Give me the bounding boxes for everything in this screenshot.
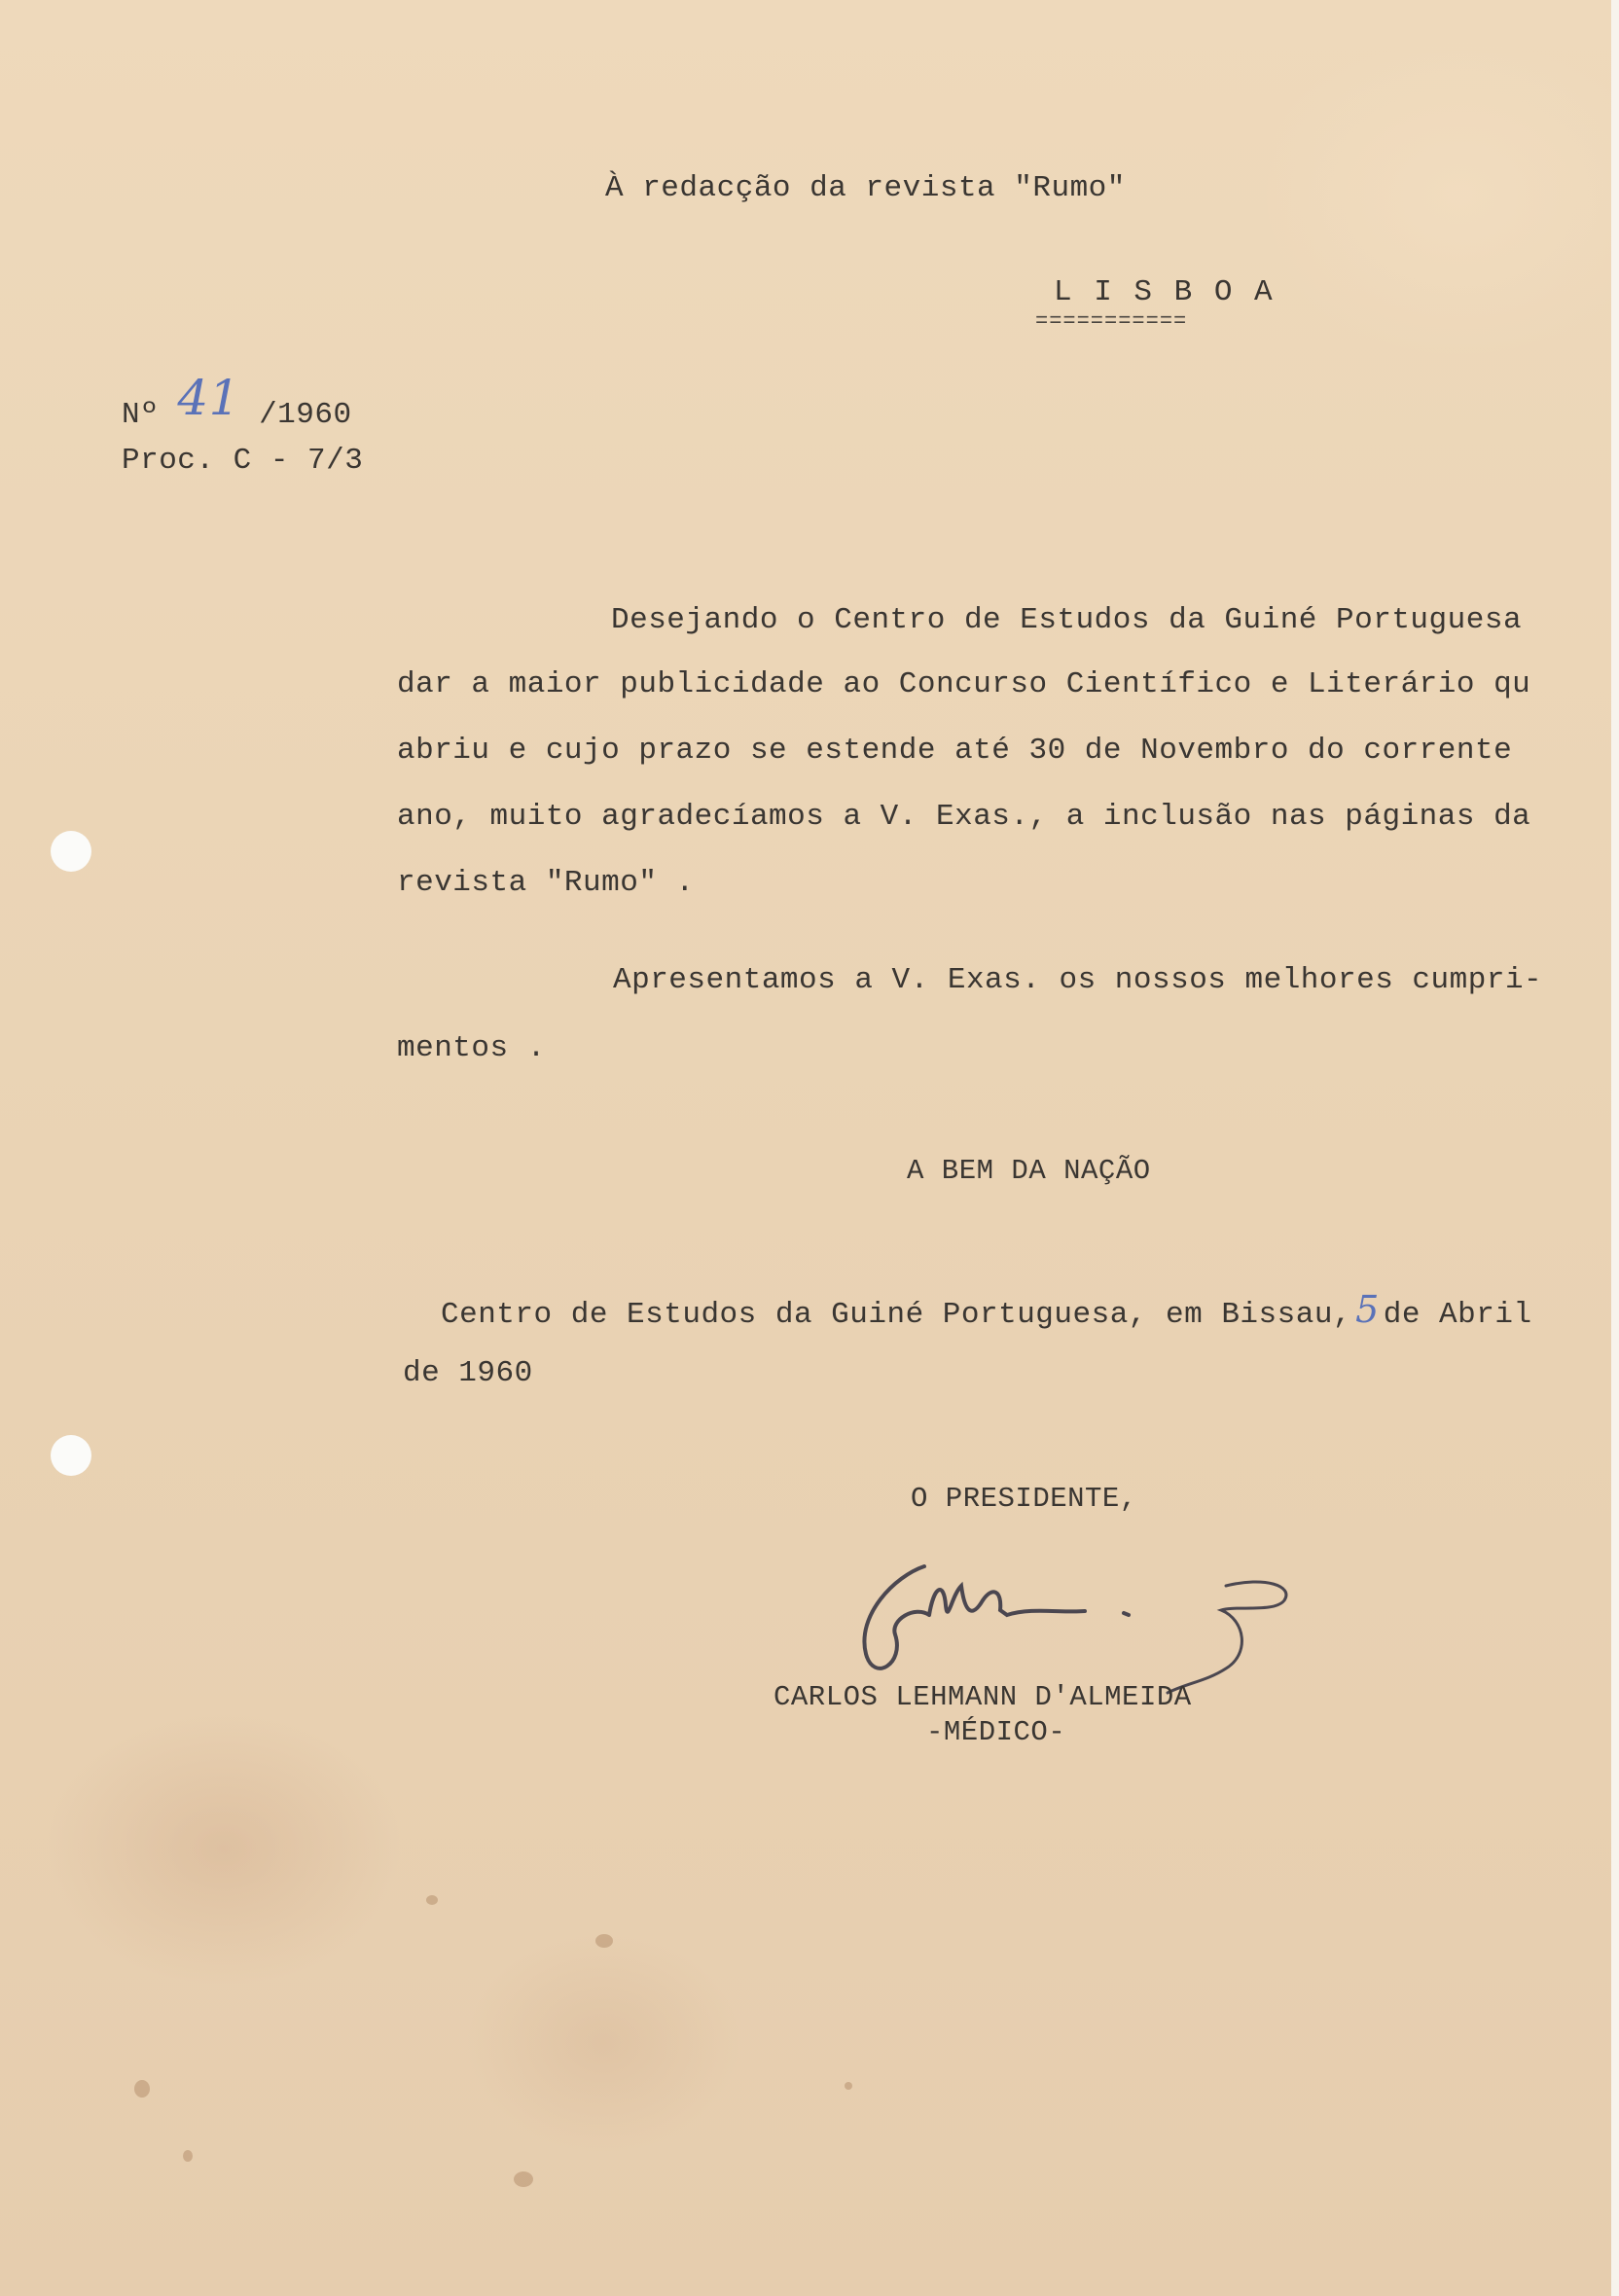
reference-number: [122, 370, 352, 434]
stain-speck: [595, 1934, 613, 1948]
reference-prefix: Nº: [122, 398, 160, 432]
city-underline: ===========: [1035, 309, 1188, 334]
city-line: L I S B O A: [1054, 275, 1275, 309]
place-date-year: de 1960: [403, 1356, 533, 1390]
closing-line: Apresentamos a V. Exas. os nossos melhores cumpri-: [613, 963, 1543, 997]
punch-hole-upper: [51, 831, 91, 872]
body-line: dar a maior publicidade ao Concurso Científico e Literário qu: [397, 667, 1531, 701]
place-date-line: [441, 1288, 1532, 1332]
closing-line: mentos .: [397, 1031, 546, 1065]
body-line: Desejando o Centro de Estudos da Guiné Portuguesa: [611, 603, 1523, 637]
stain-speck: [134, 2080, 150, 2098]
place-date-text: Centro de Estudos da Guiné Portuguesa, em Bissau,: [441, 1298, 1352, 1332]
addressee-line: À redacção da revista "Rumo": [605, 171, 1126, 205]
reference-handwritten-number: 41: [177, 370, 240, 426]
body-line: revista "Rumo" .: [397, 866, 695, 900]
motto: A BEM DA NAÇÃO: [907, 1155, 1151, 1187]
place-date-month: de Abril: [1383, 1298, 1532, 1332]
stain-speck: [426, 1895, 438, 1905]
stain-speck: [183, 2150, 193, 2162]
page-edge: [1611, 0, 1619, 2296]
stain-speck: [845, 2082, 852, 2090]
body-line: ano, muito agradecíamos a V. Exas., a inclusão nas páginas da: [397, 800, 1531, 834]
handwritten-day: 5: [1355, 1288, 1380, 1331]
signatory-title: O PRESIDENTE,: [911, 1483, 1137, 1515]
signatory-role: -MÉDICO-: [926, 1716, 1066, 1748]
reference-year: /1960: [259, 398, 352, 432]
process-reference: Proc. C - 7/3: [122, 444, 364, 478]
punch-hole-lower: [51, 1435, 91, 1476]
body-line: abriu e cujo prazo se estende até 30 de Novembro do corrente: [397, 734, 1513, 768]
signatory-name: CARLOS LEHMANN D'ALMEIDA: [774, 1681, 1192, 1713]
stain-speck: [514, 2171, 533, 2187]
